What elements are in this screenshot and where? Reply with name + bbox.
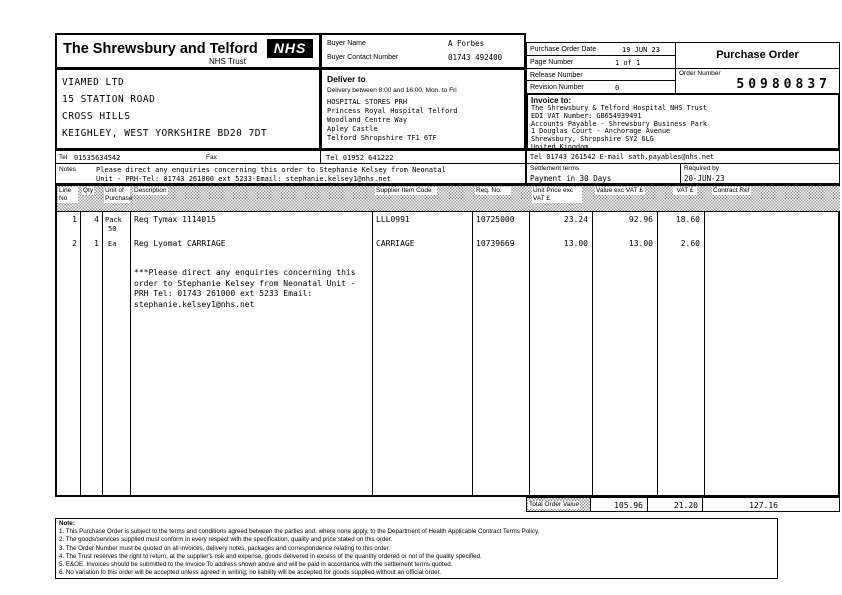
supplier-address-line: CROSS HILLS	[62, 111, 131, 122]
invoice-address-line: EDI VAT Number: GB654939491	[531, 111, 642, 120]
line-items-table	[55, 184, 840, 497]
header-value: Value exc VAT £	[595, 187, 645, 195]
invoice-contact-cell	[526, 150, 840, 164]
column-divider	[472, 186, 473, 495]
cell-unit: Ea	[108, 240, 117, 248]
invoice-address-line: Accounts Payable - Shrewsbury Business Park	[531, 119, 707, 128]
column-divider	[80, 186, 81, 495]
po-date-label: Purchase Order Date	[530, 46, 597, 53]
settlement-terms-cell	[526, 163, 681, 184]
total-gross-value: 127.16	[749, 501, 778, 510]
trust-header-box	[55, 33, 321, 69]
enquiry-note-line: PRH Tel: 01743 261000 ext 5233 Email:	[134, 289, 313, 298]
notes-line-2: Unit - PRH-Tel: 01743 261000 ext 5233-Email: stephanie.kelsey1@nhs.net	[96, 175, 392, 183]
header-qty: Qty	[83, 187, 94, 194]
invoice-address-line: Shrewsbury, Shropshire SY2 6LG	[531, 135, 654, 144]
required-by-cell	[680, 163, 840, 184]
po-date-row	[526, 42, 676, 56]
column-divider	[130, 186, 131, 495]
page-number-row	[526, 55, 676, 69]
header-vat: VAT £	[673, 187, 697, 195]
column-divider	[529, 186, 530, 495]
cell-vat: 2.60	[680, 239, 700, 248]
invoice-address-line: 1 Douglas Court - Anchorage Avenue	[531, 127, 671, 136]
header-contract-ref: Contract Ref	[713, 187, 750, 194]
nhs-logo-icon: NHS	[267, 39, 313, 58]
release-number-label: Release Number	[530, 72, 583, 79]
deliver-to-heading: Deliver to	[327, 74, 366, 84]
order-number-label: Order Number	[679, 70, 721, 77]
deliver-tel-cell	[320, 150, 526, 164]
cell-qty: 4	[94, 215, 99, 224]
required-by-label: Required by	[684, 165, 720, 172]
settlement-terms-label: Settlement terms	[530, 165, 580, 172]
cell-req-no: 10739669	[476, 239, 515, 248]
buyer-contact-value: 01743 492400	[448, 53, 503, 62]
revision-number-row	[526, 80, 676, 94]
total-vat-value: 21.20	[673, 501, 698, 510]
footer-term-line: 5. E&OE. Invoices should be submitted to the Invoice To address shown above and will be paid in accordance with the settlement terms quoted.	[59, 561, 453, 569]
cell-value: 13.00	[628, 239, 653, 248]
cell-supplier-item-code: CARRIAGE	[376, 239, 415, 248]
total-gross-cell	[702, 497, 840, 512]
cell-unit-price: 23.24	[563, 215, 588, 224]
enquiry-note-line: ***Please direct any enquiries concerning this	[134, 268, 356, 277]
column-divider	[704, 186, 705, 495]
cell-qty: 1	[94, 239, 99, 248]
po-date-value: 19 JUN 23	[622, 46, 660, 54]
deliver-address-line: Princess Royal Hospital Telford	[327, 107, 458, 115]
deliver-to-box	[320, 68, 526, 150]
trust-subtitle: NHS Trust	[209, 57, 246, 66]
order-number-box	[675, 68, 840, 94]
supplier-address-box	[55, 68, 321, 150]
cell-value: 92.96	[628, 215, 653, 224]
header-unit-price: Unit Price exc VAT £	[532, 187, 582, 203]
po-title-box	[675, 42, 840, 69]
header-supplier-item-code: Supplier Item Code	[375, 187, 437, 195]
supplier-fax-label: Fax	[206, 154, 217, 161]
total-label-cell	[526, 497, 591, 512]
notes-cell	[55, 163, 526, 184]
page-number-label: Page Number	[530, 59, 574, 66]
delivery-window: Delivery between 8:00 and 16:00, Mon. to Fri	[327, 87, 457, 94]
column-divider	[102, 186, 103, 495]
invoice-address-line: The Shrewsbury & Telford Hospital NHS Trust	[531, 104, 707, 112]
cell-unit-2: 50	[108, 225, 117, 233]
header-unit: Unit of Purchase	[105, 187, 133, 202]
header-line-no: Line No	[58, 187, 78, 203]
footer-term-line: 3. The Order Number must be quoted on all invoices, delivery notes, packages and correspondence relating to this order.	[59, 544, 391, 552]
order-number-value: 50980837	[736, 77, 831, 92]
page-number-value: 1 of 1	[615, 59, 641, 67]
revision-number-value: 0	[615, 84, 620, 92]
deliver-tel-value: Tel 01952 641222	[326, 154, 394, 162]
footer-terms-box	[55, 518, 778, 579]
cell-line-no: 2	[72, 239, 77, 248]
footer-term-line: 4. The Trust reserves the right to return, at the supplier's risk and expense, goods delivered in excess of the quantity ordered or not of the quality specified.	[59, 552, 482, 560]
cell-supplier-item-code: LLL0991	[376, 215, 410, 224]
column-divider	[592, 186, 593, 495]
supplier-tel-label: Tel	[59, 154, 68, 161]
notes-line-1: Please direct any enquiries concerning this order to Stephanie Kelsey from Neonatal	[96, 166, 446, 174]
cell-vat: 18.60	[675, 215, 700, 224]
settlement-terms-value: Payment in 30 Days	[530, 174, 612, 183]
revision-number-label: Revision Number	[530, 84, 584, 91]
supplier-tel-cell	[55, 150, 321, 164]
total-vat-cell	[647, 497, 703, 512]
table-header-row	[57, 186, 840, 212]
buyer-contact-label: Buyer Contact Number	[327, 54, 399, 61]
total-net-cell	[590, 497, 648, 512]
cell-req-no: 10725000	[476, 215, 515, 224]
buyer-name-label: Buyer Name	[327, 40, 366, 47]
deliver-address-line: Apley Castle	[327, 125, 378, 133]
cell-unit: Pack	[105, 216, 122, 224]
cell-description: Reg Lyomat CARRIAGE	[134, 239, 226, 248]
column-divider	[657, 186, 658, 495]
header-description: Description	[134, 187, 167, 194]
deliver-address-line: Telford Shropshire TF1 6TF	[327, 134, 437, 142]
deliver-address-line: Woodland Centre Way	[327, 116, 408, 124]
header-req-no: Req. No.	[475, 187, 511, 195]
footer-term-line: 2. The goods/services supplied must conform in every respect with the specification, quality and price stated on this order.	[59, 536, 393, 544]
notes-label: Notes	[59, 166, 76, 173]
total-net-value: 105.96	[614, 501, 643, 510]
buyer-name-value: A Forbes	[448, 39, 485, 48]
footer-term-line: 1. This Purchase Order is subject to the terms and conditions agreed between the parties and, where none apply, to the Department of Health Applicable Contract Terms Policy.	[59, 528, 540, 535]
invoice-contact-line: Tel 01743 261542 E-mail sath.payables@nhs.net	[530, 153, 715, 161]
enquiry-note	[134, 268, 356, 310]
invoice-to-box	[526, 93, 840, 150]
invoice-address-line: United Kingdom	[531, 142, 589, 151]
supplier-address-line: 15 STATION ROAD	[62, 94, 156, 105]
trust-name: The Shrewsbury and Telford	[63, 41, 258, 57]
cell-description: Req Tymax 1114015	[134, 215, 216, 224]
po-title: Purchase Order	[716, 49, 799, 61]
buyer-box	[320, 33, 526, 69]
footer-term-line: 6. No variation to this order will be accepted unless agreed in writing; no liability will be accepted for goods supplied without an official order.	[59, 569, 442, 577]
footer-heading: Note:	[59, 520, 75, 527]
required-by-value: 20-JUN-23	[684, 174, 725, 183]
cell-line-no: 1	[72, 215, 77, 224]
cell-unit-price: 13.00	[563, 239, 588, 248]
deliver-address-line: HOSPITAL STORES PRH	[327, 98, 408, 106]
supplier-tel-value: 01535634542	[74, 154, 121, 162]
supplier-address-line: VIAMED LTD	[62, 77, 125, 88]
total-order-value-label: Total Order Value	[529, 501, 580, 508]
enquiry-note-line: order to Stephanie Kelsey from Neonatal Unit -	[134, 278, 356, 288]
column-divider	[372, 186, 373, 495]
invoice-to-heading: Invoice to:	[531, 96, 572, 105]
enquiry-note-line: stephanie.kelsey1@nhs.net	[134, 299, 255, 309]
supplier-address-line: KEIGHLEY, WEST YORKSHIRE BD20 7DT	[62, 128, 268, 139]
